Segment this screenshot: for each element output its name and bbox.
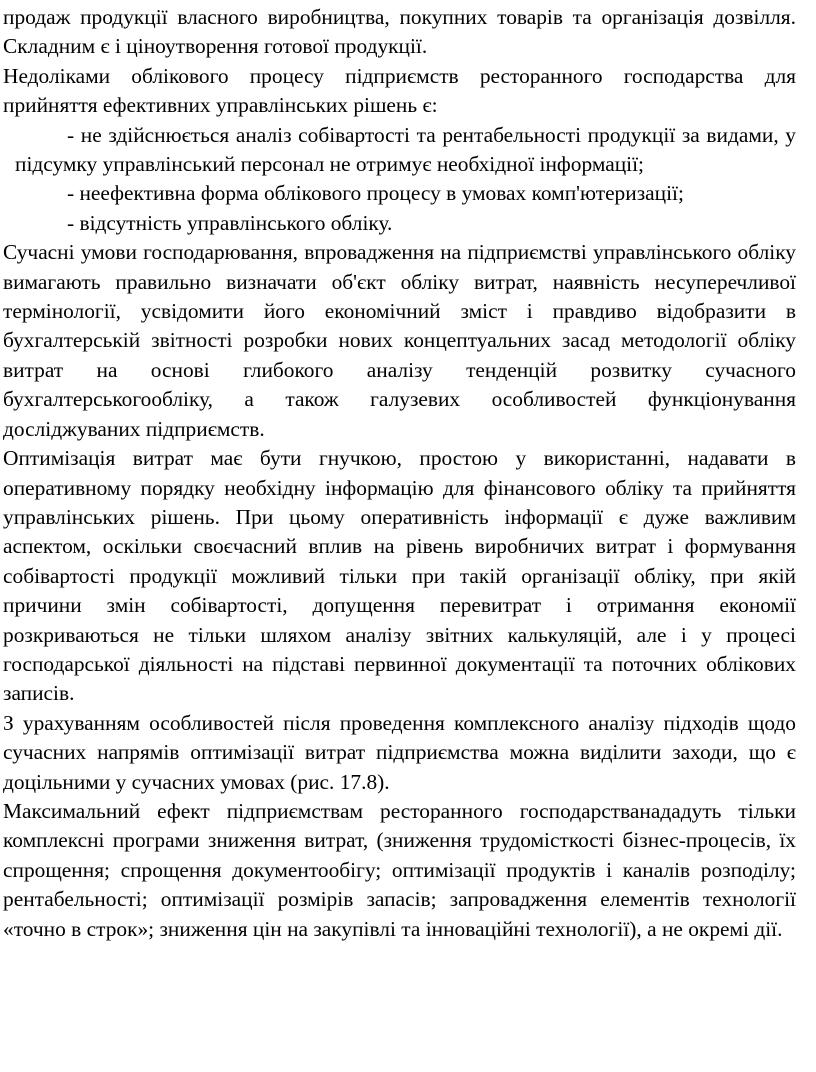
- paragraph-maximum-effect: Максимальний ефект підприємствам ресторанного господарстванададуть тільки комплексні програми зниження витрат, (зниження трудомісткості бізнес-процесів, їх спрощення; спрощення документообігу; оптимізації продуктів і каналів розподілу; рентабельності; оптимізації розмірів запасів; запровадження елементів технології «точно в строк»; зниження цін на закупівлі та інноваційні технології), а не окремі дії.: [3, 798, 796, 941]
- list-item-accounting-form: - неефективна форма облікового процесу в умовах комп'ютеризації;: [67, 181, 684, 206]
- paragraph-intro-continuation: продаж продукції власного виробництва, покупних товарів та організація дозвілля. Складним є і ціноутворення готової продукції.: [3, 5, 796, 59]
- paragraph-cost-optimization: Оптимізація витрат має бути гнучкою, простою у використанні, надавати в оперативному порядку необхідну інформацію для фінансового обліку та прийняття управлінських рішень. При цьому оперативність інформації є дуже важливим аспектом, оскільки своєчасний вплив на рівень виробничих витрат і формування собівартості продукції можливий тільки при такій організації обліку, при якій причини змін собівартості, допущення перевитрат і отримання економії розкриваються не тільки шляхом аналізу звітних калькуляцій, але і у процесі господарської діяльності на підставі первинної документації та поточних облікових записів.: [3, 446, 796, 706]
- paragraph-shortcomings: Недоліками облікового процесу підприємств ресторанного господарства для прийняття ефективних управлінських рішень є:: [3, 63, 796, 118]
- list-item-management-accounting: - відсутність управлінського обліку.: [67, 210, 393, 235]
- paragraph-modern-conditions: Сучасні умови господарювання, впровадження на підприємстві управлінського обліку вимагають правильно визначати об'єкт обліку витрат, наявність несуперечливої термінології, усвідомити його економічний зміст і правдиво відобразити в бухгалтерській звітності розробки нових концептуальних засад методології обліку витрат на основі глибокого аналізу тенденцій розвитку сучасного бухгалтерськогообліку, а також галузевих особливостей функціонування досліджуваних підприємств.: [3, 240, 796, 441]
- paragraph-measures: З урахуванням особливостей після проведення комплексного аналізу підходів щодо сучасних напрямів оптимізації витрат підприємства можна виділити заходи, що є доцільними у сучасних умовах (рис. 17.8).: [3, 710, 796, 794]
- list-item-cost-analysis: - не здійснюється аналіз собівартості та рентабельності продукції за видами, у підсумку управлінський персонал не отримує необхідної інформації;: [15, 122, 796, 177]
